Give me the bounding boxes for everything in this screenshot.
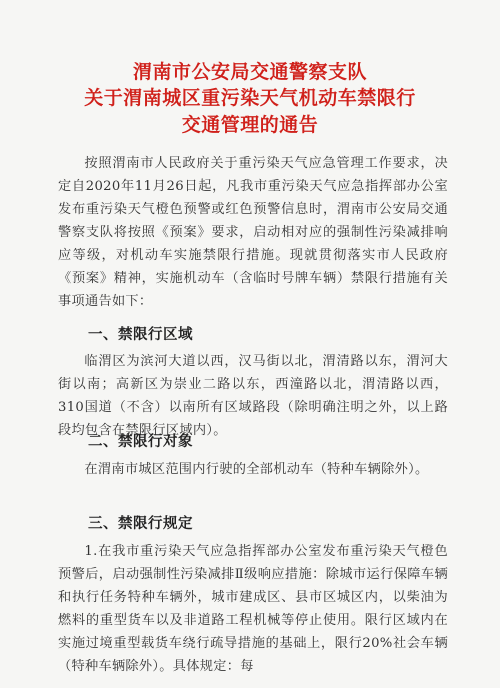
section-3-paragraph: 1.在我市重污染天气应急指挥部办公室发布重污染天气橙色预警后，启动强制性污染减排Ⅱ级响应措施：除城市运行保障车辆和执行任务特种车辆外，城市建成区、县市区城区内，以柴油为燃料的重型货车以及非道路工程机械等停止使用。限行区域内在实施过境重型载货车绕行疏导措施的基础上，限行20%社会车辆（特种车辆除外）。具体规定：每	[58, 544, 448, 674]
section-1-heading: 一、禁限行区域	[88, 326, 193, 343]
notice-title-line-2: 关于渭南城区重污染天气机动车禁限行	[84, 87, 416, 109]
intro-paragraph: 按照渭南市人民政府关于重污染天气应急管理工作要求，决定自2020年11月26日起，凡我市重污染天气应急指挥部办公室发布重污染天气橙色预警或红色预警信息时，渭南市公安局交通警察支队将按照《预案》要求，启动相对应的强制性污染减排响应等级，对机动车实施禁限行措施。现就贯彻落实市人民政府《预案》精神，实施机动车（含临时号牌车辆）禁限行措施有关事项通告如下：	[58, 156, 448, 309]
section-3-heading: 三、禁限行规定	[88, 515, 193, 532]
notice-title-line-3: 交通管理的通告	[181, 114, 319, 136]
section-2-paragraph: 在渭南市城区范围内行驶的全部机动车（特种车辆除外）。	[84, 462, 429, 477]
notice-title-line-1: 渭南市公安局交通警察支队	[132, 61, 367, 83]
section-1-paragraph: 临渭区为滨河大道以西，汉马街以北，渭清路以东，渭河大街以南；高新区为崇业二路以东，西潼路以北，渭清路以西，310国道（不含）以南所有区域路段（除明确注明之外，以上路段均包含在禁限行区域内）。	[58, 354, 448, 438]
section-2-heading: 二、禁限行对象	[88, 433, 193, 450]
